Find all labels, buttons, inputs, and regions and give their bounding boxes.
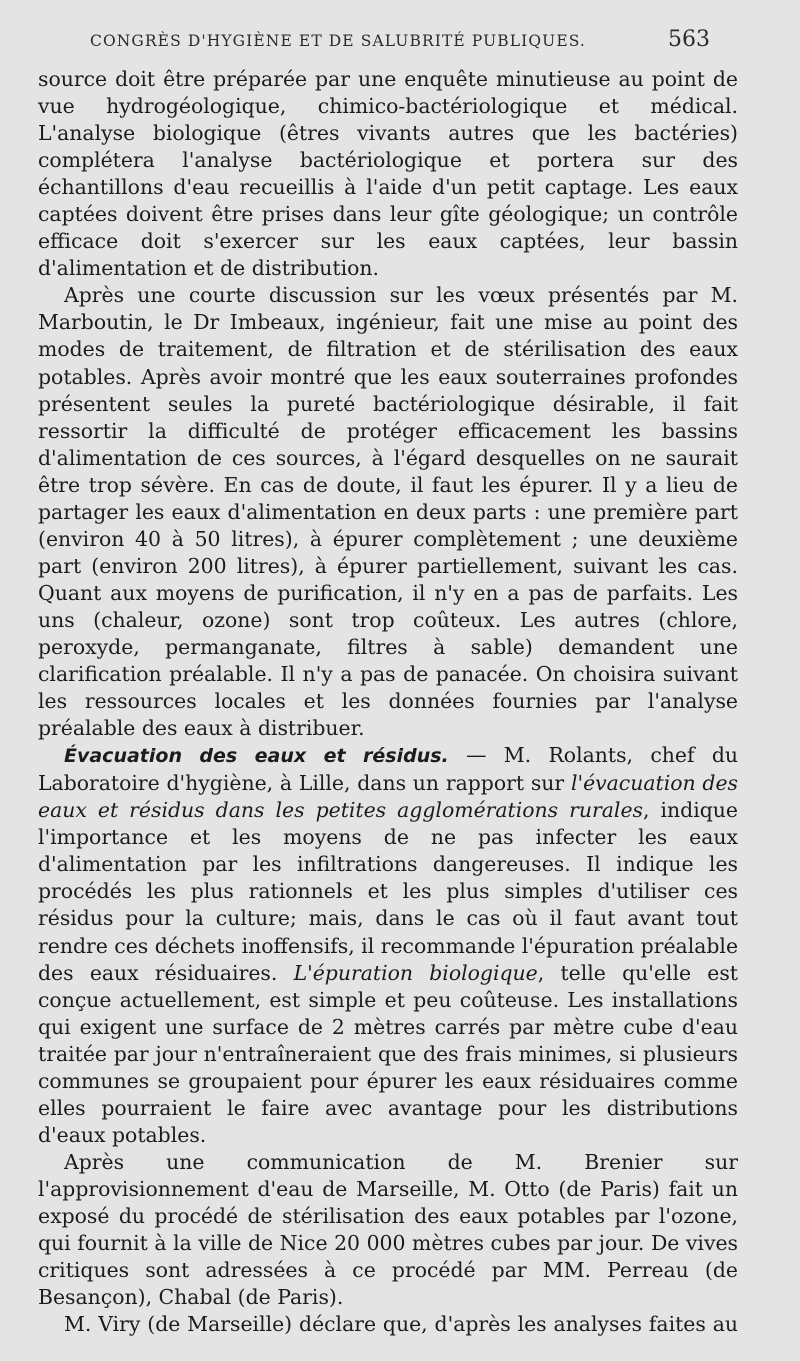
paragraph-3-text-b: , indique l'importance et les moyens de ne pas infecter les eaux d'alimentation par les infiltrations dangereuses. Il indique les procédés les plus rationnels et les plus simples d'utiliser ces résidus pour la culture; mais, dans le cas où il faut avant tout rendre ces déchets inoffensifs, il recommande l'épuration préalable des eaux résiduaires. [38,798,739,985]
section-heading: Évacuation des eaux et résidus. [64,745,449,768]
body-text [38,66,738,1338]
paragraph-3-text-c: , telle qu'elle est conçue actuellement, est simple et peu coûteuse. Les installations qui exigent une surface de 2 mètres carrés par mètre cube d'eau traitée par jour n'entraîneraient que des frais minimes, si plusieurs communes se groupaient pour épurer les eaux résiduaires comme elles pourraient le faire avec avantage pour les distributions d'eaux potables. [38,960,738,1147]
paragraph-4: Après une communication de M. Brenier sur l'approvisionnement d'eau de Marseille, M. Otto (de Paris) fait un exposé du procédé de stérilisation des eaux potables par l'ozone, qui fournit à la ville de Nice 20 000 mètres cubes par jour. De vives critiques sont adressées à ce procédé par MM. Perreau (de Besançon), Chabal (de Paris). [38,1149,738,1310]
paragraph-3-text-a: — M. Rolants, chef du Laboratoire d'hygiène, à Lille, dans un rapport sur [38,743,738,796]
paragraph-2: Après une courte discussion sur les vœux présentés par M. Marboutin, le Dr Imbeaux, ingénieur, fait une mise au point des modes de traitement, de filtration et de stérilisation des eaux potables. Après avoir montré que les eaux souterraines profondes présentent seules la pureté bactériologique désirable, il fait ressortir la difficulté de protéger efficacement les bassins d'alimentation de ces sources, à l'égard desquelles on ne saurait être trop sévère. En cas de doute, il faut les épurer. Il y a lieu de partager les eaux d'alimentation en deux parts : une première part (environ 40 à 50 litres), à épurer complètement ; une deuxième part (environ 200 litres), à épurer partiellement, suivant les cas. Quant aux moyens de purification, il n'y en a pas de parfaits. Les uns (chaleur, ozone) sont trop coûteux. Les autres (chlore, peroxyde, permanganate, filtres à sable) demandent une clarification préalable. Il n'y a pas de panacée. On choisira suivant les ressources locales et les données fournies par l'analyse préalable des eaux à distribuer. [38,283,738,741]
term-epuration-biologique: L'épuration biologique [293,960,538,985]
paragraph-1: source doit être préparée par une enquête minutieuse au point de vue hydrogéologique, chimico-bactériologique et médical. L'analyse biologique (êtres vivants autres que les bactéries) complétera l'analyse bactériologique et portera sur des échantillons d'eau recueillis à l'aide d'un petit captage. Les eaux captées doivent être prises dans leur gîte géologique; un contrôle efficace doit s'exercer sur les eaux captées, leur bassin d'alimentation et de distribution. [38,67,738,281]
page-number: 563 [668,27,710,52]
paragraph-3 [38,742,738,1149]
report-title: l'évacuation des eaux et résidus dans les petites agglomérations rurales [38,771,738,823]
running-head-title: CONGRÈS D'HYGIÈNE ET DE SALUBRITÉ PUBLIQUES. [90,32,586,50]
paragraph-5: M. Viry (de Marseille) déclare que, d'après les analyses faites au [64,1312,738,1337]
